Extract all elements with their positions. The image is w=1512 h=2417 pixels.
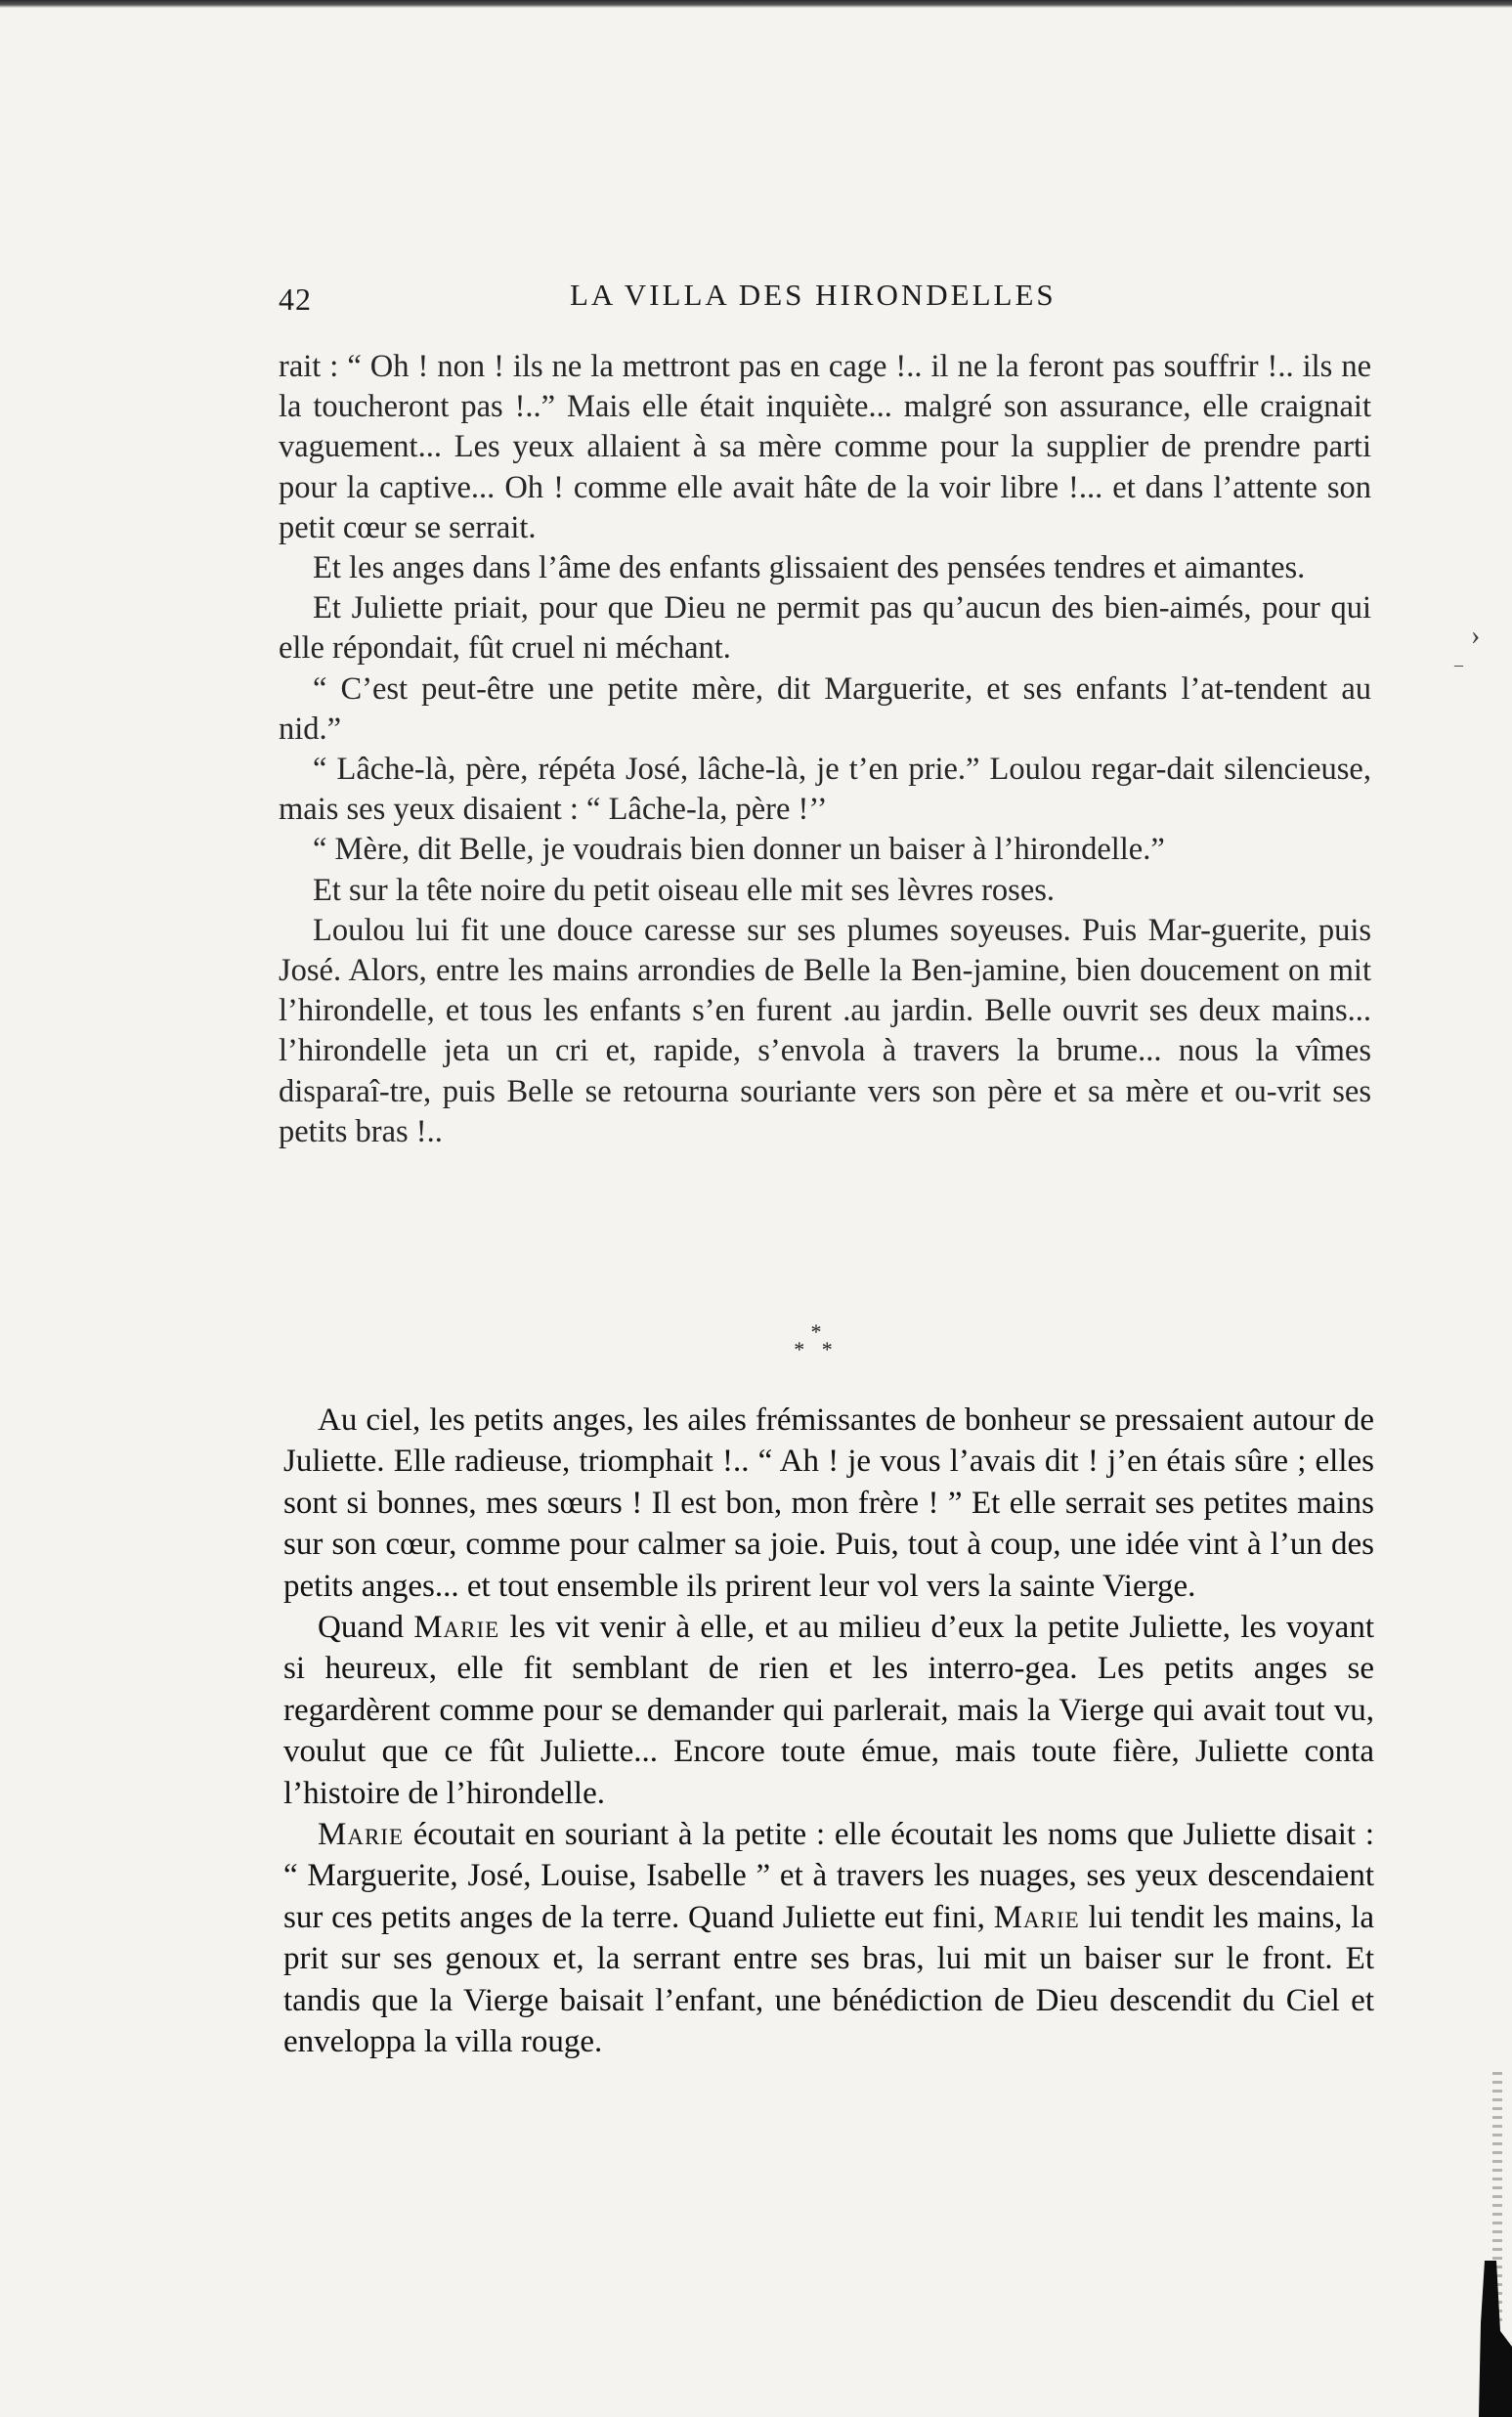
asterism-divider — [787, 1319, 845, 1372]
name-marie: Marie — [993, 1899, 1080, 1935]
edge-dark-bar — [1473, 2261, 1512, 2417]
top-scan-border — [0, 0, 1512, 8]
paragraph — [283, 1814, 1374, 2062]
paragraph — [283, 1607, 1374, 1814]
paragraph: Et sur la tête noire du petit oiseau elle mit ses lèvres roses. — [313, 872, 1056, 908]
margin-mark: › — [1471, 621, 1481, 651]
text-run: Quand — [318, 1610, 414, 1646]
paragraph: Loulou lui fit une douce caresse sur ses plumes soyeuses. Puis Mar-guerite, puis José. Alors, entre les mains arrondies de Belle la Ben-jamine, bien doucement on mit l’hirondelle, et tous les enfants s’en furent .au jardin. Belle ouvrit ses deux mains... l’hirondelle jeta un cri et, rapide, s’envola à travers la brume... nous la vîmes disparaî-tre, puis Belle se retourna souriante vers son père et sa mère et ou-vrit ses petits bras !.. — [279, 912, 1371, 1149]
name-marie: Marie — [413, 1610, 500, 1646]
paragraph: Et Juliette priait, pour que Dieu ne permit pas qu’aucun des bien-aimés, pour qui elle répondait, fût cruel ni méchant. — [279, 590, 1371, 667]
paragraph: “ Mère, dit Belle, je voudrais bien donner un baiser à l’hirondelle.” — [313, 832, 1165, 868]
page-header — [279, 276, 1373, 319]
margin-mark: – — [1454, 655, 1463, 674]
page-edge-shadow — [1468, 2072, 1512, 2417]
asterism-top: * — [810, 1319, 822, 1344]
asterism-bottom: * * — [794, 1337, 839, 1361]
paragraph: “ Lâche-là, père, répéta José, lâche-là, je t’en prie.” Loulou regar-dait silencieuse, mais ses yeux disaient : “ Lâche-la, père !’’ — [279, 752, 1371, 828]
text-run: écoutait en souriant à la petite : elle écoutait les noms que Juliette disait : “ Marguerite, José, Louise, Isabelle ” et à travers les nuages, ses yeux descendaient sur ces petits anges de la terre. Quand Juliette eut fini, — [283, 1817, 1374, 1935]
text-block-upper — [279, 347, 1371, 1152]
paragraph: Au ciel, les petits anges, les ailes frémissantes de bonheur se pressaient autour de Juliette. Elle radieuse, triomphait !.. “ Ah ! je vous l’avais dit ! j’en étais sûre ; elles sont si bonnes, mes sœurs ! Il est bon, mon frère ! ” Et elle serrait ses petites mains sur son cœur, comme pour calmer sa joie. Puis, tout à coup, une idée vint à l’un des petits anges... et tout ensemble ils prirent leur vol vers la sainte Vierge. — [283, 1403, 1374, 1604]
paragraph: rait : “ Oh ! non ! ils ne la mettront pas en cage !.. il ne la feront pas souffrir !.. ils ne la toucheront pas !..” Mais elle était inquiète... malgré son assurance, elle craignait vaguement... Les yeux allaient à sa mère comme pour la supplier de prendre parti pour la captive... Oh ! comme elle avait hâte de la voir libre !... et dans l’attente son petit cœur se serrait. — [279, 349, 1371, 545]
text-block-lower — [283, 1400, 1374, 2063]
name-marie: Marie — [318, 1817, 405, 1853]
text-run: lui tendit les mains, la prit sur ses genoux et, la serrant entre ses bras, lui mit un baiser sur le front. Et tandis que la Vierge baisait l’enfant, une bénédiction de Dieu descendit du Ciel et enveloppa la villa rouge. — [283, 1899, 1374, 2060]
paragraph: Et les anges dans l’âme des enfants glissaient des pensées tendres et aimantes. — [313, 550, 1306, 586]
page-number: 42 — [279, 281, 312, 317]
running-title: LA VILLA DES HIRONDELLES — [570, 278, 1057, 312]
text-run: les vit venir à elle, et au milieu d’eux la petite Juliette, les voyant si heureux, elle fit semblant de rien et les interro-gea. Les petits anges se regardèrent comme pour se demander qui parlerait, mais la Vierge qui avait tout vu, voulut que ce fût Juliette... Encore toute émue, mais toute fière, Juliette conta l’histoire de l’hirondelle. — [283, 1610, 1374, 1811]
paragraph: “ C’est peut-être une petite mère, dit Marguerite, et ses enfants l’at-tendent au nid.” — [279, 670, 1371, 747]
